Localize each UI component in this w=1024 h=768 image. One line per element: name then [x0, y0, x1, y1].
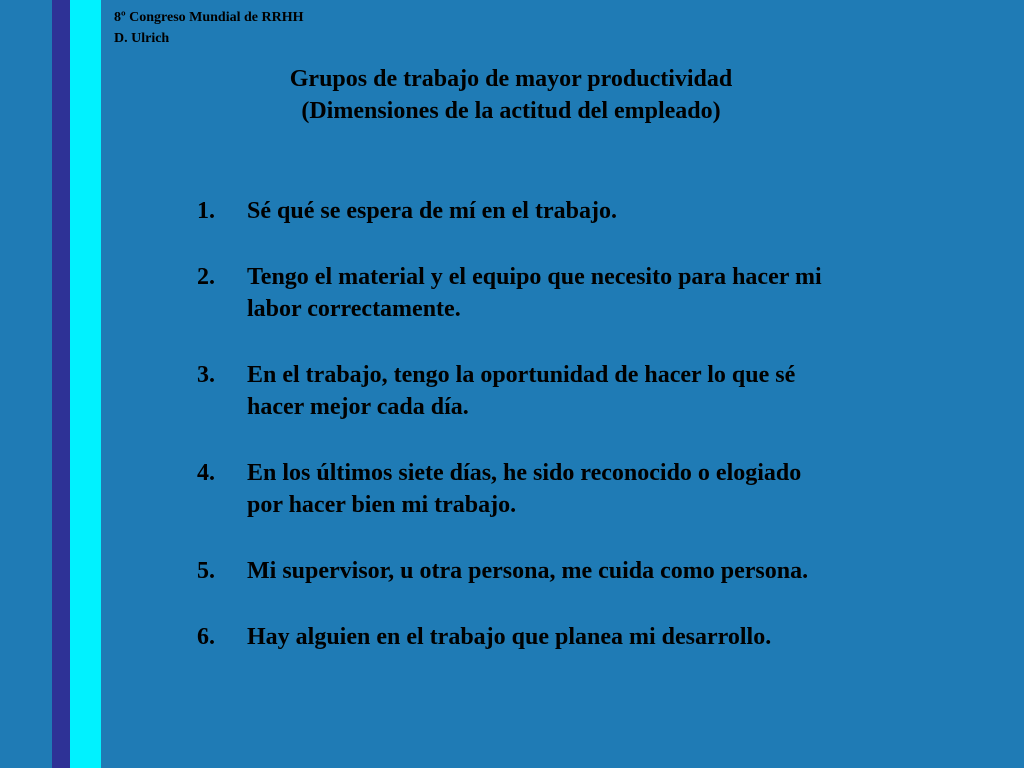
item-number: 3. [197, 362, 215, 388]
slide-title [150, 63, 872, 127]
header-conference: 8º Congreso Mundial de RRHH [114, 10, 304, 25]
decorative-stripe-cyan [70, 0, 101, 768]
item-number: 1. [197, 198, 215, 224]
title-line-1: Grupos de trabajo de mayor productividad [289, 66, 733, 92]
list-item [197, 261, 837, 325]
item-number: 2. [197, 264, 215, 290]
item-number: 4. [197, 460, 215, 486]
item-number: 5. [197, 558, 215, 584]
list-item [197, 457, 837, 521]
item-number: 6. [197, 624, 215, 650]
item-text: Mi supervisor, u otra persona, me cuida como persona. [247, 558, 809, 584]
decorative-stripe-dark [52, 0, 70, 768]
item-text: En el trabajo, tengo la oportunidad de hacer lo que sé hacer mejor cada día. [247, 362, 796, 420]
title-line-2: (Dimensiones de la actitud del empleado) [301, 98, 721, 124]
attitude-dimensions-list [197, 195, 837, 687]
header-author: D. Ulrich [114, 31, 170, 46]
list-item [197, 195, 837, 227]
list-item [197, 555, 837, 587]
item-text: En los últimos siete días, he sido reconocido o elogiado por hacer bien mi trabajo. [247, 460, 802, 518]
slide-header [114, 7, 304, 49]
item-text: Sé qué se espera de mí en el trabajo. [247, 198, 617, 224]
list-item [197, 359, 837, 423]
item-text: Hay alguien en el trabajo que planea mi desarrollo. [247, 624, 772, 650]
list-item [197, 621, 837, 653]
item-text: Tengo el material y el equipo que necesito para hacer mi labor correctamente. [247, 264, 822, 322]
